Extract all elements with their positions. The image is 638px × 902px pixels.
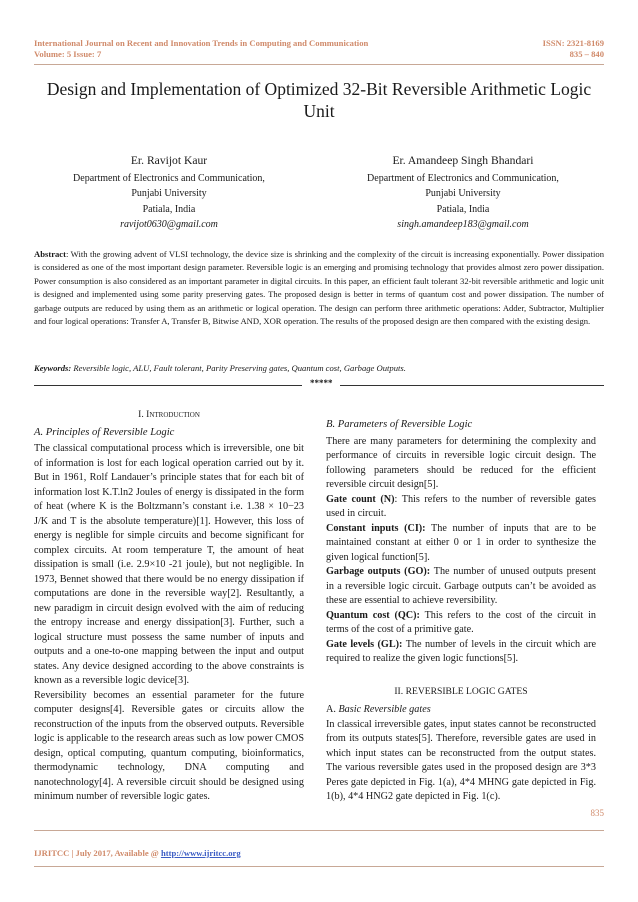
section-heading-gates [326,685,596,700]
param-quantum-cost [326,609,596,638]
section-title: REVERSIBLE LOGIC GATES [405,685,528,697]
section-number: I. [138,409,144,420]
param-term: Gate levels (GL): [326,638,403,650]
author-city: Patiala, India [436,203,490,215]
param-term: Garbage outputs (GO): [326,566,431,577]
param-desc: The number of unused outputs present in a reversible logic circuit. Garbage outputs can’t be avoided as these are essential to achieve reversibility. [326,566,596,606]
author-1 [34,153,304,233]
journal-name-volume [34,38,368,60]
intro-paragraph-1: The classical computational process which is irreversible, one bit of information is lost for each logical operation carried out by it. But in 1961, Rolf Landauer’s principle states that for each bit of information lost K.T.ln2 Joules of energy is dissipated in the form of heat (where K is the Boltzmann’s constant i.e. 1.38 × 10−23 J/K and T is the absolute temperature)[1]. However, this loss of energy is neglible for simple circuits and become significant for complex circuits. At room temperature T, the amount of heat dissipation is small (i.e. 2.9×10 -21 joule), but not negligible. In 1973, Bennet showed that there would be no energy dissipation if computations are done in the reversible way[2]. Resultantly, a new paradigm in circuit design evolved with the aim of reducing the entropy increase and energy dissipation[3]. Further, such a logical structure must possess the same number of inputs and outputs and a one-to-one mapping between the input and output states. Any device designed according to the above constraints is known as a reversible logic device[3]. [34,443,304,686]
header-rule [34,64,604,65]
footer-text: IJRITCC | July 2017, Available @ [34,848,161,858]
abstract [34,248,604,328]
footer [34,848,604,858]
footer-rule [34,830,604,831]
author-univ: Punjabi University [131,188,207,199]
param-term: Quantum cost (QC): [326,609,420,621]
author-name: Er. Amandeep Singh Bhandari [392,154,534,167]
author-dept: Department of Electronics and Communication, [367,172,559,184]
author-email: singh.amandeep183@gmail.com [397,219,529,230]
journal-issn-pages [543,38,604,60]
separator-stars: ***** [310,378,333,388]
journal-name: International Journal on Recent and Innovation Trends in Computing and Communication [34,38,369,48]
subheading-parameters: B. Parameters of Reversible Logic [326,419,473,430]
author-dept: Department of Electronics and Communication, [73,172,265,184]
subheading-title: Basic Reversible gates [338,704,431,715]
subheading-basic-gates [326,703,596,718]
section-number: II. [394,685,404,697]
author-2 [328,153,598,233]
left-column [34,408,304,805]
footer-link[interactable]: http://www.ijritcc.org [160,848,241,858]
subheading-principles: A. Principles of Reversible Logic [34,426,175,438]
param-gate-levels [326,638,596,667]
keywords-label: Keywords: [34,363,72,373]
keywords-text: Reversible logic, ALU, Fault tolerant, Parity Preserving gates, Quantum cost, Garbage Outputs. [71,363,406,373]
author-email: ravijot0630@gmail.com [120,219,218,230]
author-univ: Punjabi University [425,188,501,199]
section-title: Introduction [146,409,200,420]
param-gate-count [326,493,596,522]
param-desc: The number of levels in the circuit which are required to realize the given logic functions[5]. [326,638,597,664]
abstract-label: Abstract [34,249,66,259]
param-desc: The number of inputs that are to be maintained constant at either 0 or 1 in order to synthesize the given logical function[5]. [326,522,597,563]
right-column [326,418,596,805]
journal-issn: ISSN: 2321-8169 [542,38,604,48]
separator-line-left [34,385,302,386]
parameters-intro: There are many parameters for determining the complexity and performance of circuits in reversible logic circuit design. The following parameters should be reduced for the efficient reversible circuit design[5]. [326,435,596,490]
param-desc: : This refers to the number of reversible gates used in circuit. [326,493,596,519]
param-desc: This refers to the cost of the circuit in terms of the cost of a primitive gate. [326,609,596,635]
journal-volume: Volume: 5 Issue: 7 [34,49,102,59]
param-term: Constant inputs (CI): [326,522,426,534]
journal-pages: 835 – 840 [569,49,604,59]
param-term: Gate count (N) [326,493,395,505]
abstract-text: : With the growing advent of VLSI technology, the device size is shrinking and the complexity of the circuit is increasing exponentially. Power dissipation is considered as one of the most important design parameter. Reversible logic is an emerging and promising technology that provides almost zero power dissipation. Power consumption is also considered as an important parameter in digital circuits. In this paper, an efficient fault tolerant 32-bit reversible arithmetic and logic unit is designed and implemented using some parity preserving gates. The proposed design is better in terms of quantum cost and power dissipation. The number of garbage outputs are reduced by using them as an arithmetic or logical operation. The design can perform three arithmetic operations: Adder, Subtractor, Multiplier and four logical operations: Transfer A, Transfer B, Bitwise AND, XOR operation. The results of the proposed design are then compared with the existing design. [34,249,604,327]
gates-paragraph: In classical irreversible gates, input states cannot be reconstructed from its outputs states[5]. Therefore, reversible gates are used in which input states can be reconstructed from the output states. The various reversible gates used in the proposed design are 3*3 Peres gate depicted in Fig. 1(a), 4*4 MHNG gate depicted in Fig. 1(b), 4*4 HNG2 gate depicted in Fig. 1(c). [326,718,596,802]
param-garbage-outputs [326,565,596,609]
paper-title: Design and Implementation of Optimized 32-Bit Reversible Arithmetic Logic Unit [46,79,592,121]
subheading-label: A. [326,704,336,715]
page-number: 835 [590,808,604,818]
keywords [34,362,604,375]
footer-bottom-rule [34,866,604,867]
intro-paragraph-2: Reversibility becomes an essential parameter for the future computer designs[4]. Reversible gates or circuits allow the reconstruction of the inputs from the observed outputs. Reversible logic is applicable to the research areas such as low power CMOS design, optical computing, quantum computing, bioinformatics, thermodynamic technology, DNA computing and nanotechnology[4]. A reversible circuit should be designed using minimum number of reversible logic gates. [34,689,304,802]
author-city: Patiala, India [142,203,196,215]
separator-line-right [340,385,604,386]
param-constant-inputs [326,522,596,566]
author-name: Er. Ravijot Kaur [130,154,208,167]
section-heading-intro [34,408,304,423]
